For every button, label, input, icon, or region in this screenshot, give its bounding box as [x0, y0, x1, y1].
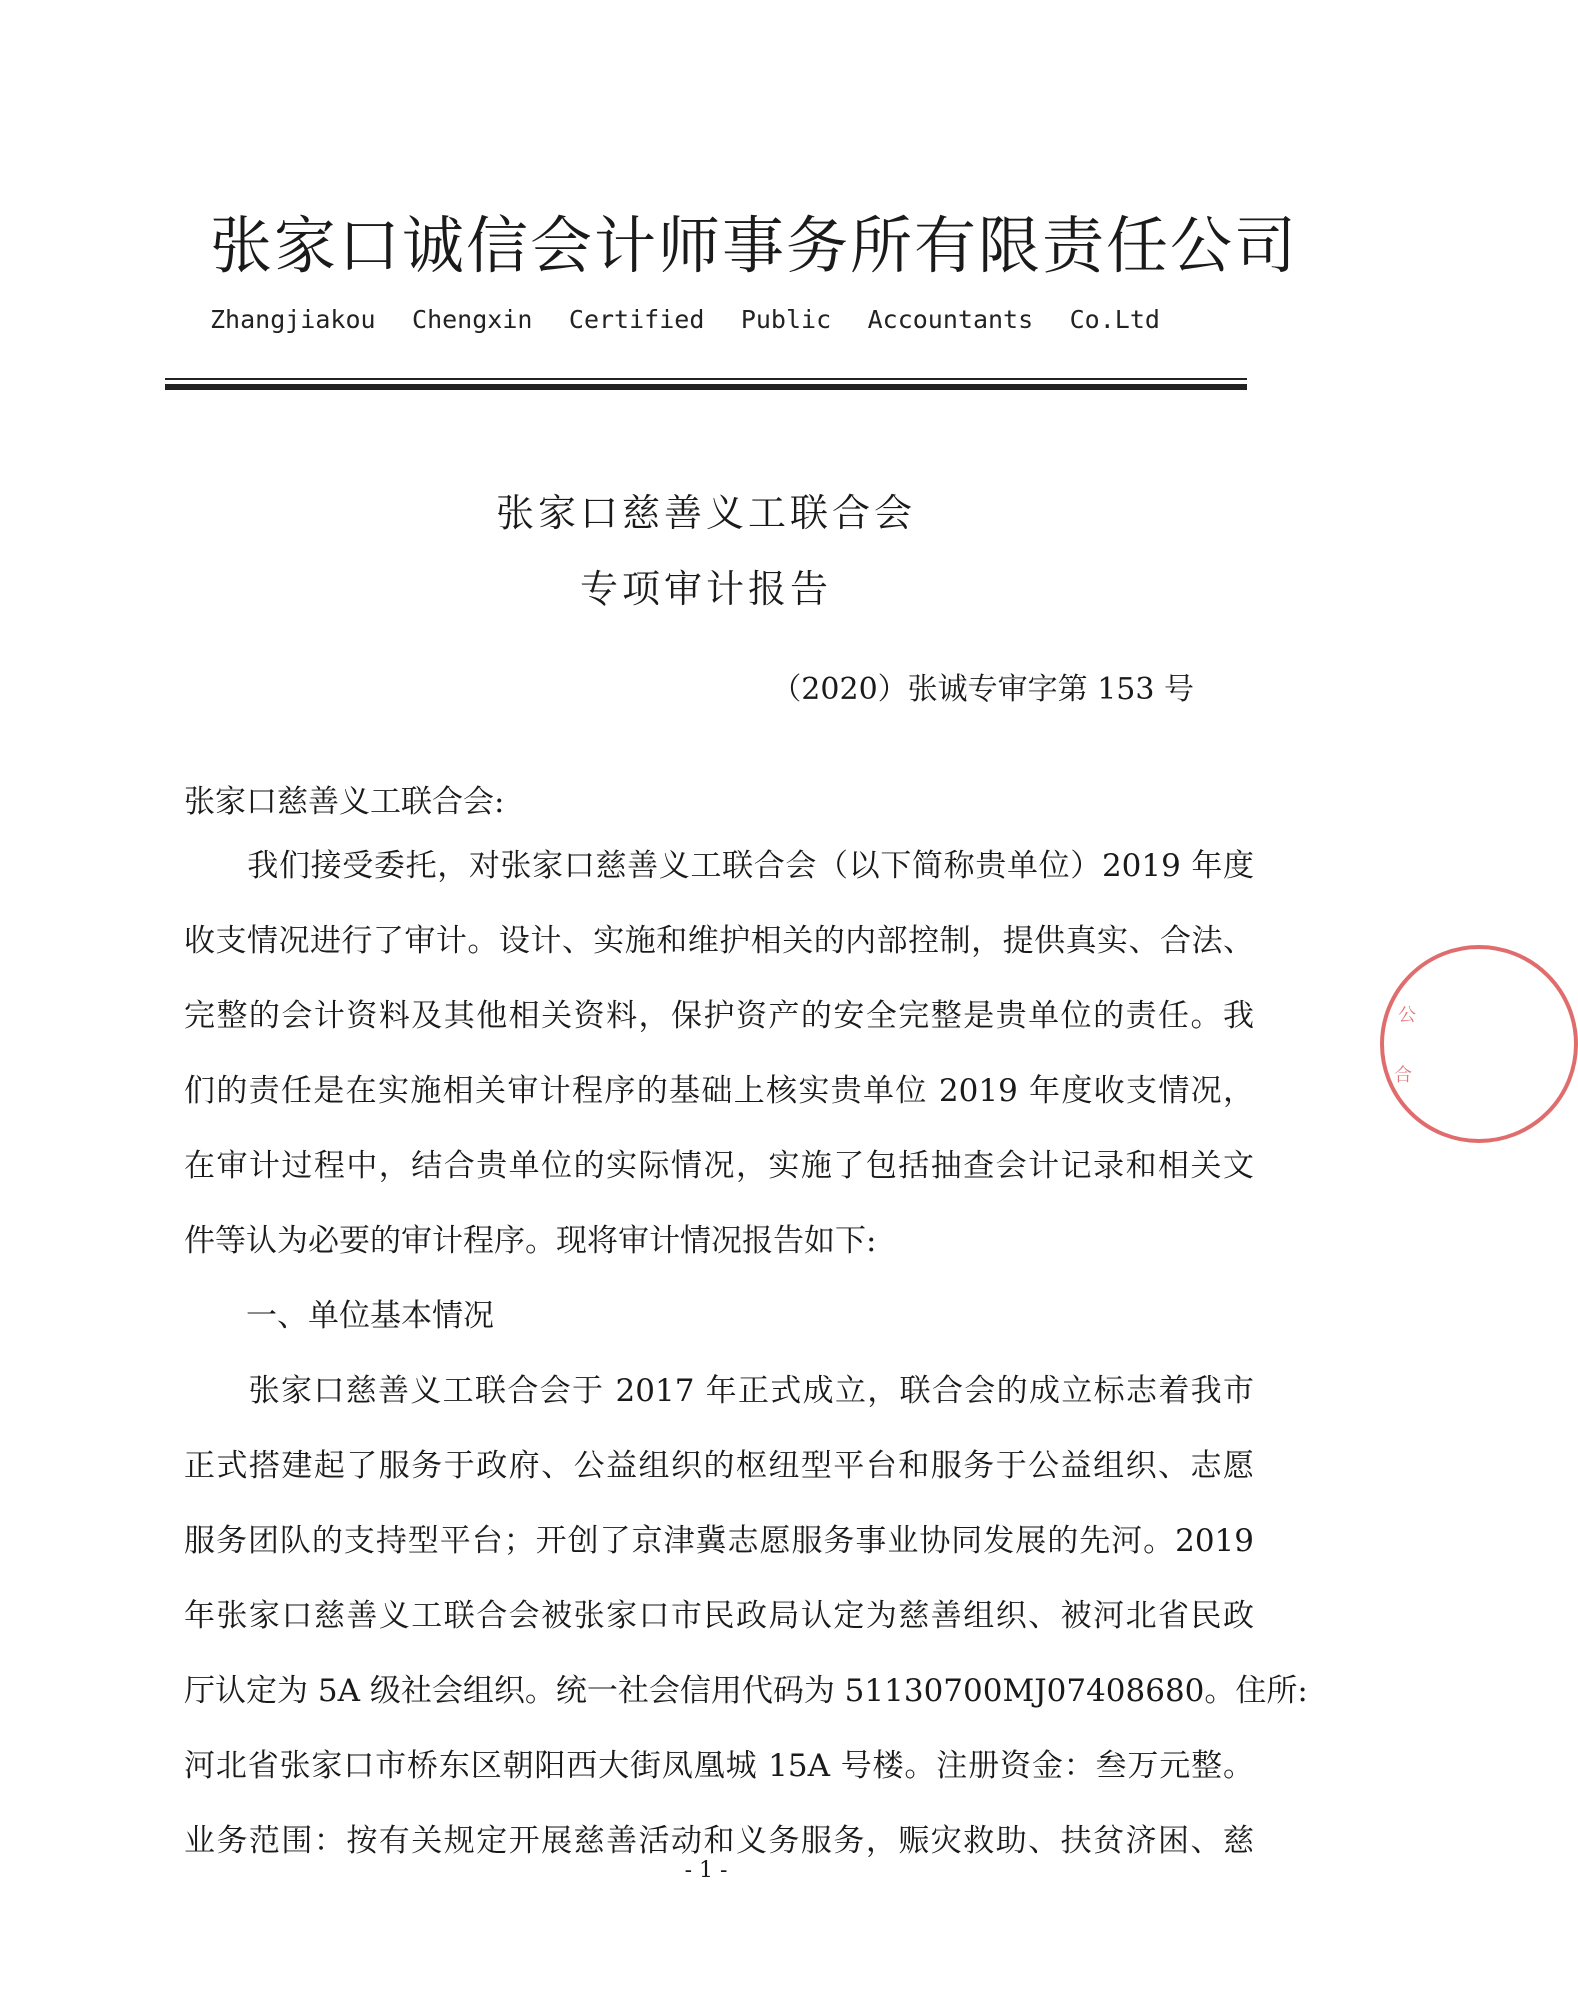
firm-name: 张家口诚信会计师事务所有限责任公司	[210, 209, 1299, 282]
salutation: 张家口慈善义工联合会:	[184, 784, 505, 820]
firm-en-word: Public	[740, 305, 832, 334]
report-title-line2: 专项审计报告	[579, 567, 832, 611]
body-line: 收支情况进行了审计。设计、实施和维护相关的内部控制，提供真实、合法、	[184, 923, 1254, 959]
seal-char: 公	[1398, 1005, 1416, 1026]
body-line: 正式搭建起了服务于政府、公益组织的枢纽型平台和服务于公益组织、志愿	[184, 1448, 1254, 1484]
body-line: 完整的会计资料及其他相关资料，保护资产的安全完整是贵单位的责任。我	[184, 998, 1254, 1034]
body-line: 业务范围：按有关规定开展慈善活动和义务服务，赈灾救助、扶贫济困、慈	[184, 1823, 1254, 1859]
body-line: 们的责任是在实施相关审计程序的基础上核实贵单位 2019 年度收支情况，	[184, 1073, 1254, 1109]
firm-en-word: Co.Ltd	[1069, 305, 1160, 334]
firm-en-word: Zhangjiakou	[210, 305, 376, 334]
body-line: 河北省张家口市桥东区朝阳西大街凤凰城 15A 号楼。注册资金：叁万元整。	[184, 1748, 1254, 1784]
firm-en-word: Accountants	[867, 305, 1034, 334]
official-seal-stamp	[1380, 945, 1578, 1143]
section-heading: 一、单位基本情况	[184, 1298, 494, 1334]
body-line: 张家口慈善义工联合会于 2017 年正式成立，联合会的成立标志着我市	[184, 1373, 1254, 1409]
body-line: 在审计过程中，结合贵单位的实际情况，实施了包括抽查会计记录和相关文	[184, 1148, 1254, 1184]
firm-name-english	[210, 305, 1160, 334]
body-line: 厅认定为 5A 级社会组织。统一社会信用代码为 51130700MJ07408680。住所:	[184, 1673, 1308, 1709]
body-line: 服务团队的支持型平台；开创了京津冀志愿服务事业协同发展的先河。2019	[184, 1523, 1254, 1559]
body-line: 年张家口慈善义工联合会被张家口市民政局认定为慈善组织、被河北省民政	[184, 1598, 1254, 1634]
seal-char: 合	[1394, 1065, 1412, 1086]
page-number: - 1 -	[684, 1858, 728, 1883]
header-divider-thick	[165, 384, 1247, 390]
report-title-line1: 张家口慈善义工联合会	[495, 491, 916, 535]
body-line: 我们接受委托，对张家口慈善义工联合会（以下简称贵单位）2019 年度	[184, 848, 1254, 884]
body-line: 件等认为必要的审计程序。现将审计情况报告如下:	[184, 1223, 877, 1259]
firm-en-word: Chengxin	[412, 305, 533, 334]
header-divider-thin	[165, 378, 1247, 380]
firm-en-word: Certified	[568, 305, 705, 334]
reference-number: （2020）张诚专审字第 153 号	[771, 672, 1194, 707]
